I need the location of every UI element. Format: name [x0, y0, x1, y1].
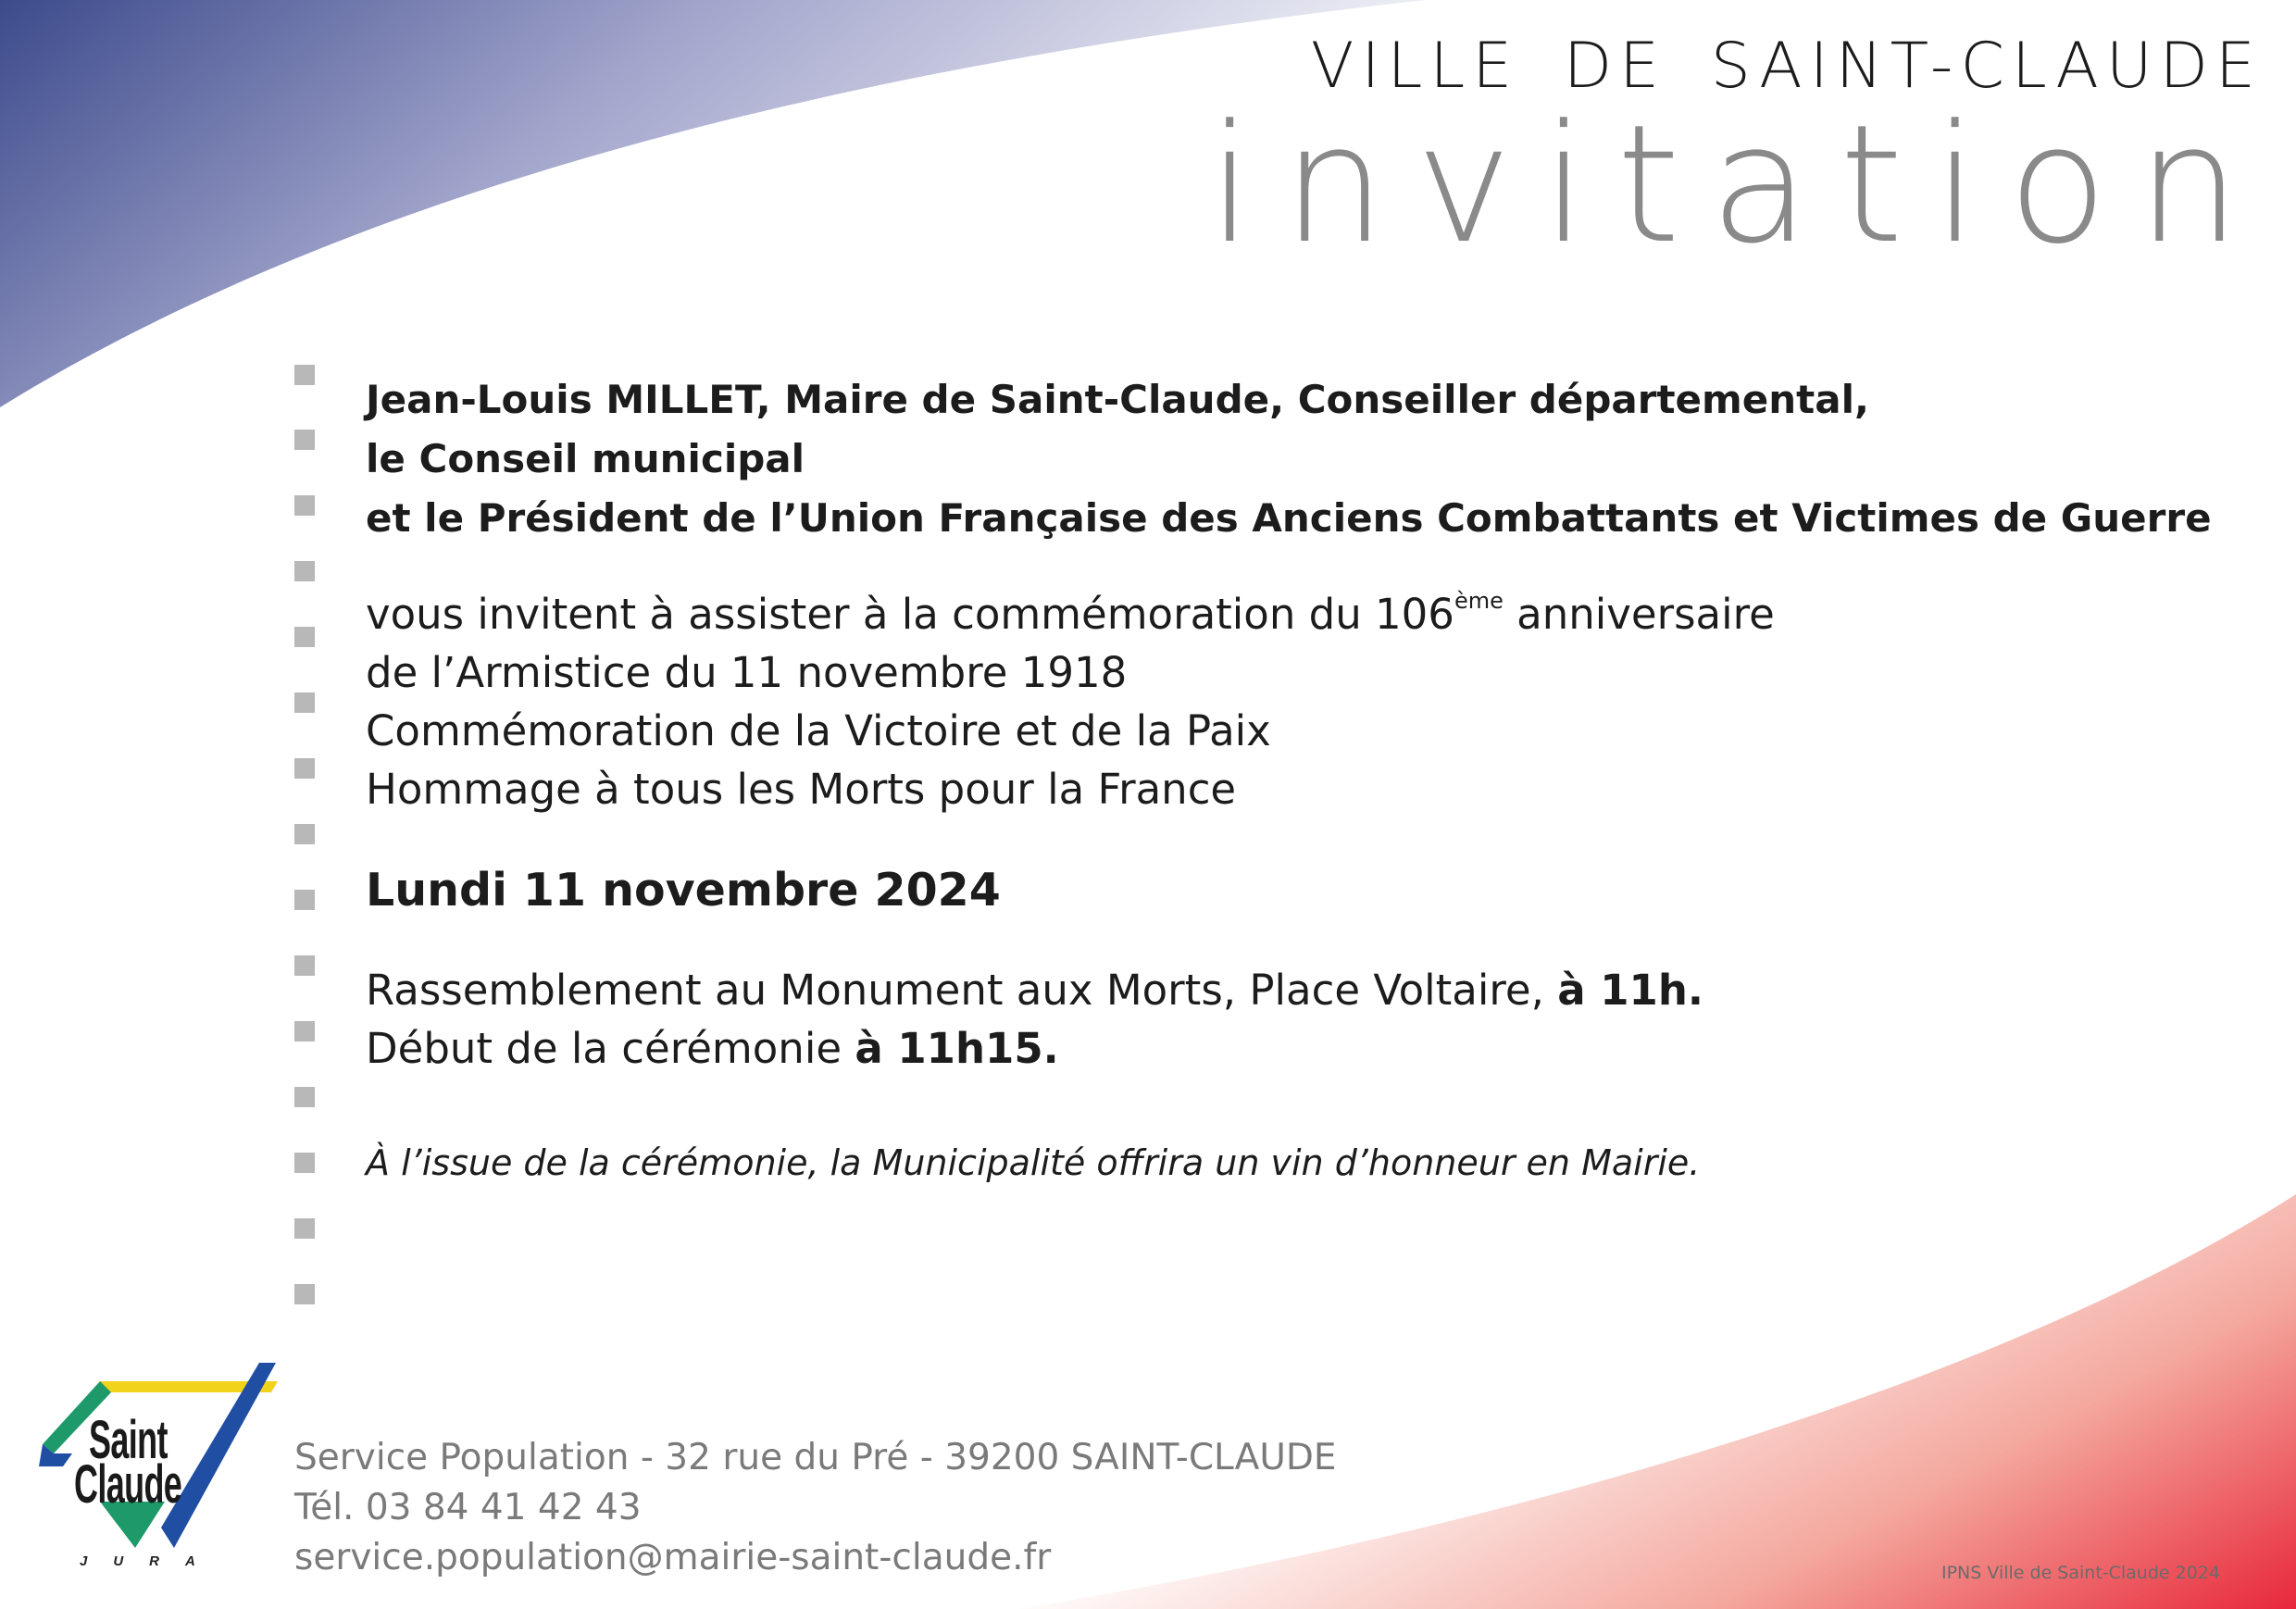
invitation-title: invitation — [1207, 90, 2270, 280]
contact-email[interactable]: service.population@mairie-saint-claude.fr — [294, 1537, 1052, 1578]
invitation-line-3: Commémoration de la Victoire et de la Paix — [366, 706, 1271, 755]
logo-text-jura: JURA — [80, 1553, 221, 1569]
host-line: le Conseil municipal — [366, 436, 805, 481]
square-marker — [294, 1218, 315, 1239]
invitation-text-block — [366, 585, 1775, 818]
invitation-line-2: de l’Armistice du 11 novembre 1918 — [366, 648, 1128, 697]
schedule-line-1: Rassemblement au Monument aux Morts, Place Voltaire, à 11h. — [366, 966, 1703, 1015]
event-date: Lundi 11 novembre 2024 — [366, 864, 1001, 917]
contact-phone: Tél. 03 84 41 42 43 — [294, 1487, 642, 1528]
square-marker — [294, 1284, 315, 1304]
square-marker — [294, 1021, 315, 1041]
square-marker — [294, 365, 315, 385]
square-marker — [294, 495, 315, 516]
reception-note: À l’issue de la cérémonie, la Municipalité offrira un vin d’honneur en Mairie. — [366, 1142, 1701, 1183]
square-marker — [294, 1087, 315, 1107]
square-marker — [294, 824, 315, 844]
city-heading: VILLE DE SAINT-CLAUDE — [1310, 30, 2263, 103]
hosts-block — [366, 370, 2212, 548]
ordinal-suffix: ème — [1454, 588, 1504, 614]
square-marker — [294, 758, 315, 779]
square-marker — [294, 1153, 315, 1173]
contact-address: Service Population - 32 rue du Pré - 39200 SAINT-CLAUDE — [294, 1437, 1337, 1478]
host-line: et le Président de l’Union Française des Anciens Combattants et Victimes de Guerre — [366, 495, 2212, 541]
invitation-line-1: vous invitent à assister à la commémoration du 106ème anniversaire — [366, 588, 1775, 639]
logo-text-claude: Claude — [74, 1454, 182, 1515]
host-line: Jean-Louis MILLET, Maire de Saint-Claude, Conseiller départemental, — [366, 377, 1869, 422]
ipns-notice: IPNS Ville de Saint-Claude 2024 — [1940, 1563, 2220, 1583]
square-marker — [294, 561, 315, 581]
square-marker — [294, 627, 315, 647]
square-marker — [294, 692, 315, 713]
square-marker — [294, 890, 315, 910]
schedule-line-2: Début de la cérémonie à 11h15. — [366, 1024, 1059, 1073]
square-marker — [294, 955, 315, 976]
square-marker — [294, 430, 315, 450]
schedule-block — [366, 961, 1703, 1078]
contact-info — [294, 1433, 1337, 1583]
logo-text-saint: Saint — [89, 1410, 168, 1470]
invitation-line-4: Hommage à tous les Morts pour la France — [366, 765, 1237, 814]
saint-claude-logo — [35, 1363, 278, 1581]
